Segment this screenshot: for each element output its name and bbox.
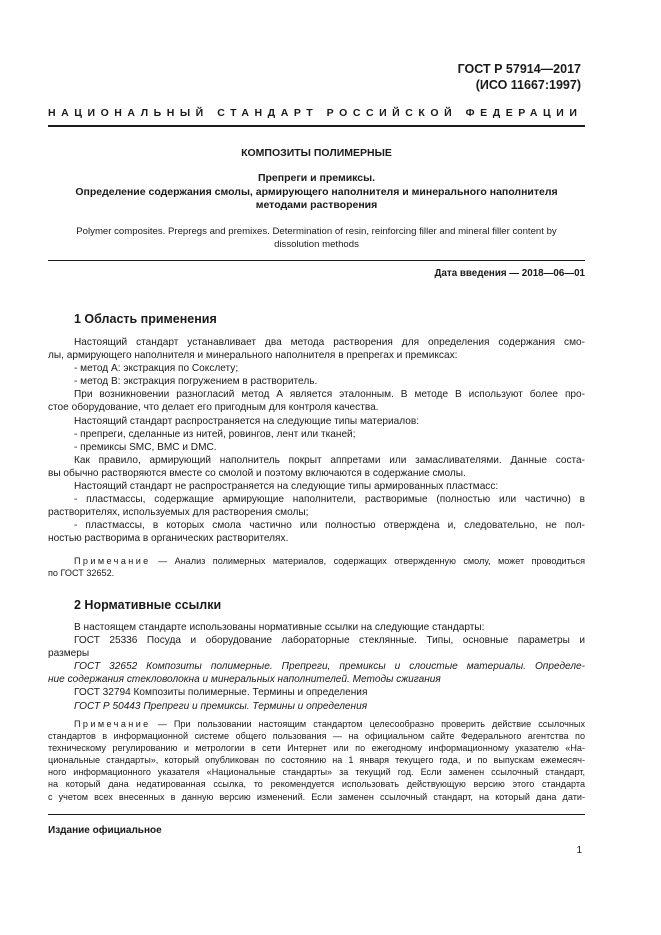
subtitle-line: методами растворения [255,199,378,211]
note-label: Примечание [74,719,151,729]
list-item: - премиксы SMC, BMC и DMC. [74,441,217,453]
national-standard-title: НАЦИОНАЛЬНЫЙ СТАНДАРТ РОССИЙСКОЙ ФЕДЕРАЦИИ [48,107,583,119]
paragraph-line: лы, армирующего наполнителя и минерального наполнителя в препрегах и премиксах: [48,350,458,362]
standard-code [458,61,581,93]
paragraph-line: При возникновении разногласий метод А является эталонным. В методе В используют более про- [74,389,585,401]
note-line [48,555,585,567]
english-title-line: dissolution methods [274,238,359,250]
section-2-heading: 2 Нормативные ссылки [74,598,222,612]
paragraph-line: Настоящий стандарт не распространяется на следующие типы армированных пластмасс: [74,481,499,493]
paragraph-line: Настоящий стандарт распространяется на следующие типы материалов: [74,415,420,427]
subtitle-line: Определение содержания смолы, армирующего наполнителя и минерального наполнителя [75,185,558,198]
note-text: — Анализ полимерных материалов, содержащих отвержденную смолу, может проводиться [150,556,585,566]
note-line [48,718,585,730]
section-2-note [48,718,585,803]
header-rule [48,125,585,127]
note-line: по ГОСТ 32652. [48,568,115,579]
iso-reference: (ИСО 11667:1997) [475,78,581,92]
note-line: стандартов в информационной системе общего пользования — на официальном сайте Федерального агентства по [48,731,585,742]
list-item: - метод А: экстракция по Сокслету; [74,363,239,375]
list-item: - препреги, сделанные из нитей, ровингов, лент или тканей; [74,428,356,440]
section-2-body [48,621,585,713]
reference-item: ГОСТ 32794 Композиты полимерные. Термины и определения [74,687,368,699]
page-number: 1 [576,845,582,856]
document-title: КОМПОЗИТЫ ПОЛИМЕРНЫЕ [241,147,392,159]
official-edition-label: Издание официальное [48,825,162,836]
reference-item: ГОСТ Р 50443 Препреги и премиксы. Термины и определения [74,700,368,712]
english-title-line: Polymer composites. Prepregs and premixes. Determination of resin, reinforcing filler and mineral filler content by [76,226,557,237]
reference-continuation: размеры [48,648,90,660]
list-item-continuation: ностью растворима в органических растворителях. [48,533,289,545]
paragraph-line: Как правило, армирующий наполнитель покрыт аппретами или замасливателями. Данные соста- [74,454,585,466]
title-rule [48,260,585,261]
note-text: — При пользовании настоящим стандартом целесообразно проверить действие ссылочных [150,719,585,729]
section-1-body [48,336,585,546]
list-item-continuation: растворителях, используемых для растворения смолы; [48,507,309,519]
paragraph-line: вы обычно растворяются вместе со смолой и поэтому включаются в содержание смолы. [48,467,466,479]
paragraph-line: Настоящий стандарт устанавливает два метода растворения для определения содержания смо- [74,337,585,348]
paragraph-line: В настоящем стандарте использованы нормативные ссылки на следующие стандарты: [74,622,485,633]
section-1-note [48,555,585,579]
document-subtitle [48,172,585,213]
note-line: ного информационного указателя «Национальные стандарты» за текущий год. Если заменен ссылочный стандарт, [48,767,585,778]
list-item: - метод В: экстракция погружением в растворитель. [74,376,318,388]
reference-continuation: ние содержания стекловолокна и минеральных наполнителей. Методы сжигания [48,674,441,686]
section-1-heading: 1 Область применения [74,312,217,326]
list-item: - пластмассы, в которых смола частично или полностью отверждена и, следовательно, не пол- [74,520,585,532]
list-item: - пластмассы, содержащие армирующие наполнители, растворимые (полностью или частично) в [74,494,585,506]
note-line: техническому регулированию и метрологии в сети Интернет или по ежегодному информационному указателю «На- [48,743,585,754]
note-line: циональные стандарты», который опубликован по состоянию на 1 января текущего года, и по выпускам ежемесяч- [48,755,585,766]
footer-rule [48,814,585,815]
reference-item: ГОСТ 32652 Композиты полимерные. Препреги, премиксы и слоистые материалы. Определе- [74,661,585,673]
note-line: на который дана недатированная ссылка, то рекомендуется использовать действующую версию этого стандарта [48,779,585,790]
note-label: Примечание [74,556,151,566]
reference-item: ГОСТ 25336 Посуда и оборудование лабораторные стеклянные. Типы, основные параметры и [74,635,585,647]
standard-number: ГОСТ Р 57914—2017 [457,62,581,76]
introduction-date: Дата введения — 2018—06—01 [434,268,585,279]
subtitle-line: Препреги и премиксы. [257,172,376,184]
paragraph-line: стое оборудование, что делает его пригодным для контроля качества. [48,402,379,414]
note-line: с учетом всех внесенных в данную версию изменений. Если заменен ссылочный стандарт, на который дана дати- [48,791,585,802]
english-title [48,226,585,251]
